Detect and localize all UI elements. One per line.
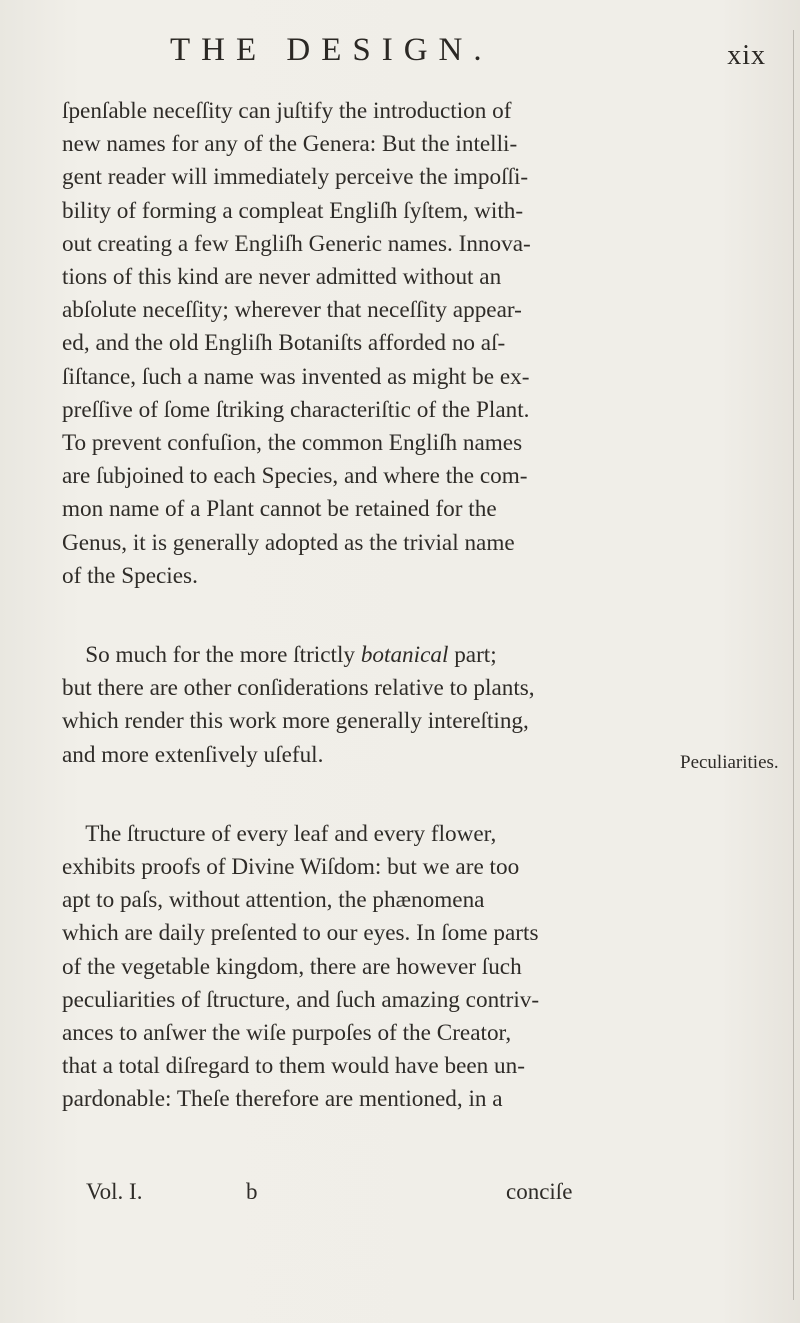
- running-title: THE DESIGN.: [170, 32, 493, 68]
- text-line: which render this work more generally intereſting,: [62, 708, 529, 735]
- text-line: abſolute neceſſity; wherever that neceſſity appear-: [62, 297, 522, 324]
- text-line: are ſubjoined to each Species, and where the com-: [62, 463, 528, 490]
- body-text: [62, 95, 666, 1117]
- text-line: but there are other conſiderations relative to plants,: [62, 675, 535, 702]
- text-segment: The ſtructure of every leaf and every flower,: [85, 820, 497, 847]
- text-line: Genus, it is generally adopted as the trivial name: [62, 529, 515, 556]
- text-segment: So much for the more ſtrictly: [85, 642, 361, 669]
- text-line: that a total diſregard to them would have been un-: [62, 1053, 525, 1080]
- text-line: mon name of a Plant cannot be retained for the: [62, 496, 497, 523]
- text-line: [62, 818, 666, 851]
- text-line: new names for any of the Genera: But the intelli-: [62, 131, 518, 158]
- italic-term: botanical: [360, 642, 449, 669]
- text-line: peculiarities of ſtructure, and ſuch amazing contriv-: [62, 986, 540, 1013]
- text-line: preſſive of ſome ſtriking characteriſtic of the Plant.: [62, 396, 530, 423]
- text-line: ances to anſwer the wiſe purpoſes of the Creator,: [62, 1020, 512, 1047]
- page-edge: [793, 30, 794, 1300]
- text-line: and more extenſively uſeful.: [62, 741, 324, 768]
- text-line: To prevent confuſion, the common Engliſh names: [62, 430, 523, 457]
- paragraph-gap: [62, 593, 666, 639]
- text-line: [62, 639, 666, 672]
- text-line: of the Species.: [62, 562, 198, 589]
- volume-label: Vol. I.: [86, 1179, 143, 1204]
- text-line: bility of forming a compleat Engliſh ſyſtem, with-: [62, 197, 524, 224]
- page-number: xix: [727, 40, 766, 71]
- text-line: tions of this kind are never admitted without an: [62, 264, 502, 291]
- text-line: gent reader will immediately perceive the impoſſi-: [62, 164, 529, 191]
- text-line: apt to paſs, without attention, the phænomena: [62, 887, 485, 914]
- margin-note: Peculiarities.: [680, 752, 779, 773]
- text-line: of the vegetable kingdom, there are however ſuch: [62, 953, 522, 980]
- text-line: which are daily preſented to our eyes. In ſome parts: [62, 920, 539, 947]
- paragraph-gap: [62, 772, 666, 818]
- catchword: conciſe: [506, 1179, 573, 1204]
- text-segment: part;: [448, 642, 497, 669]
- text-line: ed, and the old Engliſh Botaniſts afforded no aſ-: [62, 330, 506, 357]
- text-line: out creating a few Engliſh Generic names. Innova-: [62, 230, 531, 257]
- text-line: ſpenſable neceſſity can juſtify the introduction of: [62, 98, 512, 124]
- text-line: exhibits proofs of Divine Wiſdom: but we are too: [62, 854, 520, 881]
- text-line: ſiſtance, ſuch a name was invented as might be ex-: [62, 363, 530, 390]
- signature-mark: b: [246, 1179, 258, 1204]
- text-line: pardonable: Theſe therefore are mentioned, in a: [62, 1086, 503, 1113]
